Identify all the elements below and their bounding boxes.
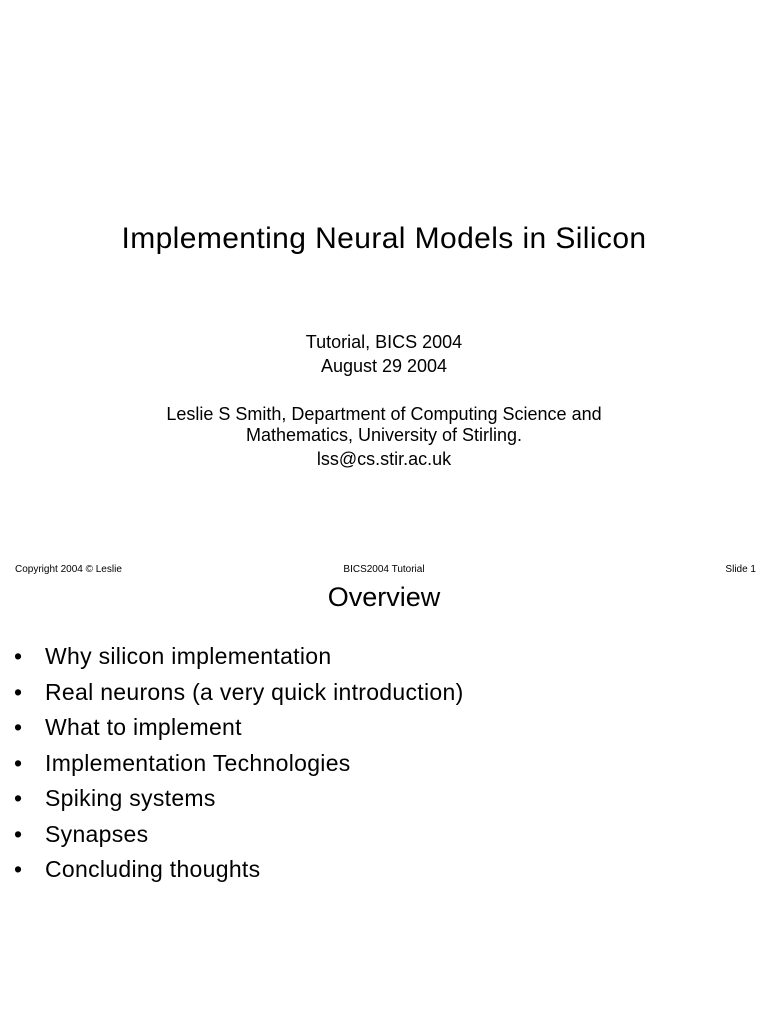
list-item-text: Implementation Technologies: [45, 749, 351, 776]
date-line: August 29 2004: [320, 356, 448, 376]
list-item-text: Spiking systems: [45, 785, 216, 811]
bullet-icon: •: [14, 678, 23, 705]
overview-title: Overview: [327, 582, 441, 612]
list-item-text: Concluding thoughts: [45, 856, 261, 882]
list-item: [14, 639, 464, 675]
list-item-text: Real neurons (a very quick introduction): [45, 678, 464, 705]
bullet-icon: •: [14, 856, 23, 882]
list-item: [14, 710, 464, 746]
author-block: [0, 404, 768, 446]
author-line-1: Leslie S Smith, Department of Computing Science and: [166, 404, 602, 424]
footer-slide-number: Slide 1: [725, 564, 756, 575]
bullet-icon: •: [14, 785, 23, 811]
tutorial-line: Tutorial, BICS 2004: [305, 332, 463, 352]
list-item: [14, 781, 464, 817]
list-item-text: Why silicon implementation: [45, 643, 332, 669]
author-email: lss@cs.stir.ac.uk: [316, 449, 452, 469]
list-item-text: What to implement: [45, 714, 242, 740]
slide-footer: [0, 564, 768, 578]
bullet-icon: •: [14, 749, 23, 776]
list-item: [14, 746, 464, 782]
footer-copyright: Copyright 2004 © Leslie: [15, 564, 122, 575]
slide-title: Implementing Neural Models in Silicon: [121, 222, 647, 255]
footer-event: BICS2004 Tutorial: [343, 564, 425, 575]
list-item: [14, 852, 464, 888]
bullet-icon: •: [14, 643, 23, 669]
author-line-2: Mathematics, University of Stirling.: [245, 425, 523, 445]
list-item: [14, 675, 464, 711]
overview-list: [14, 639, 464, 888]
overview-slide: [0, 582, 768, 1024]
bullet-icon: •: [14, 820, 23, 847]
list-item: [14, 817, 464, 853]
list-item-text: Synapses: [45, 820, 149, 847]
bullet-icon: •: [14, 714, 23, 740]
